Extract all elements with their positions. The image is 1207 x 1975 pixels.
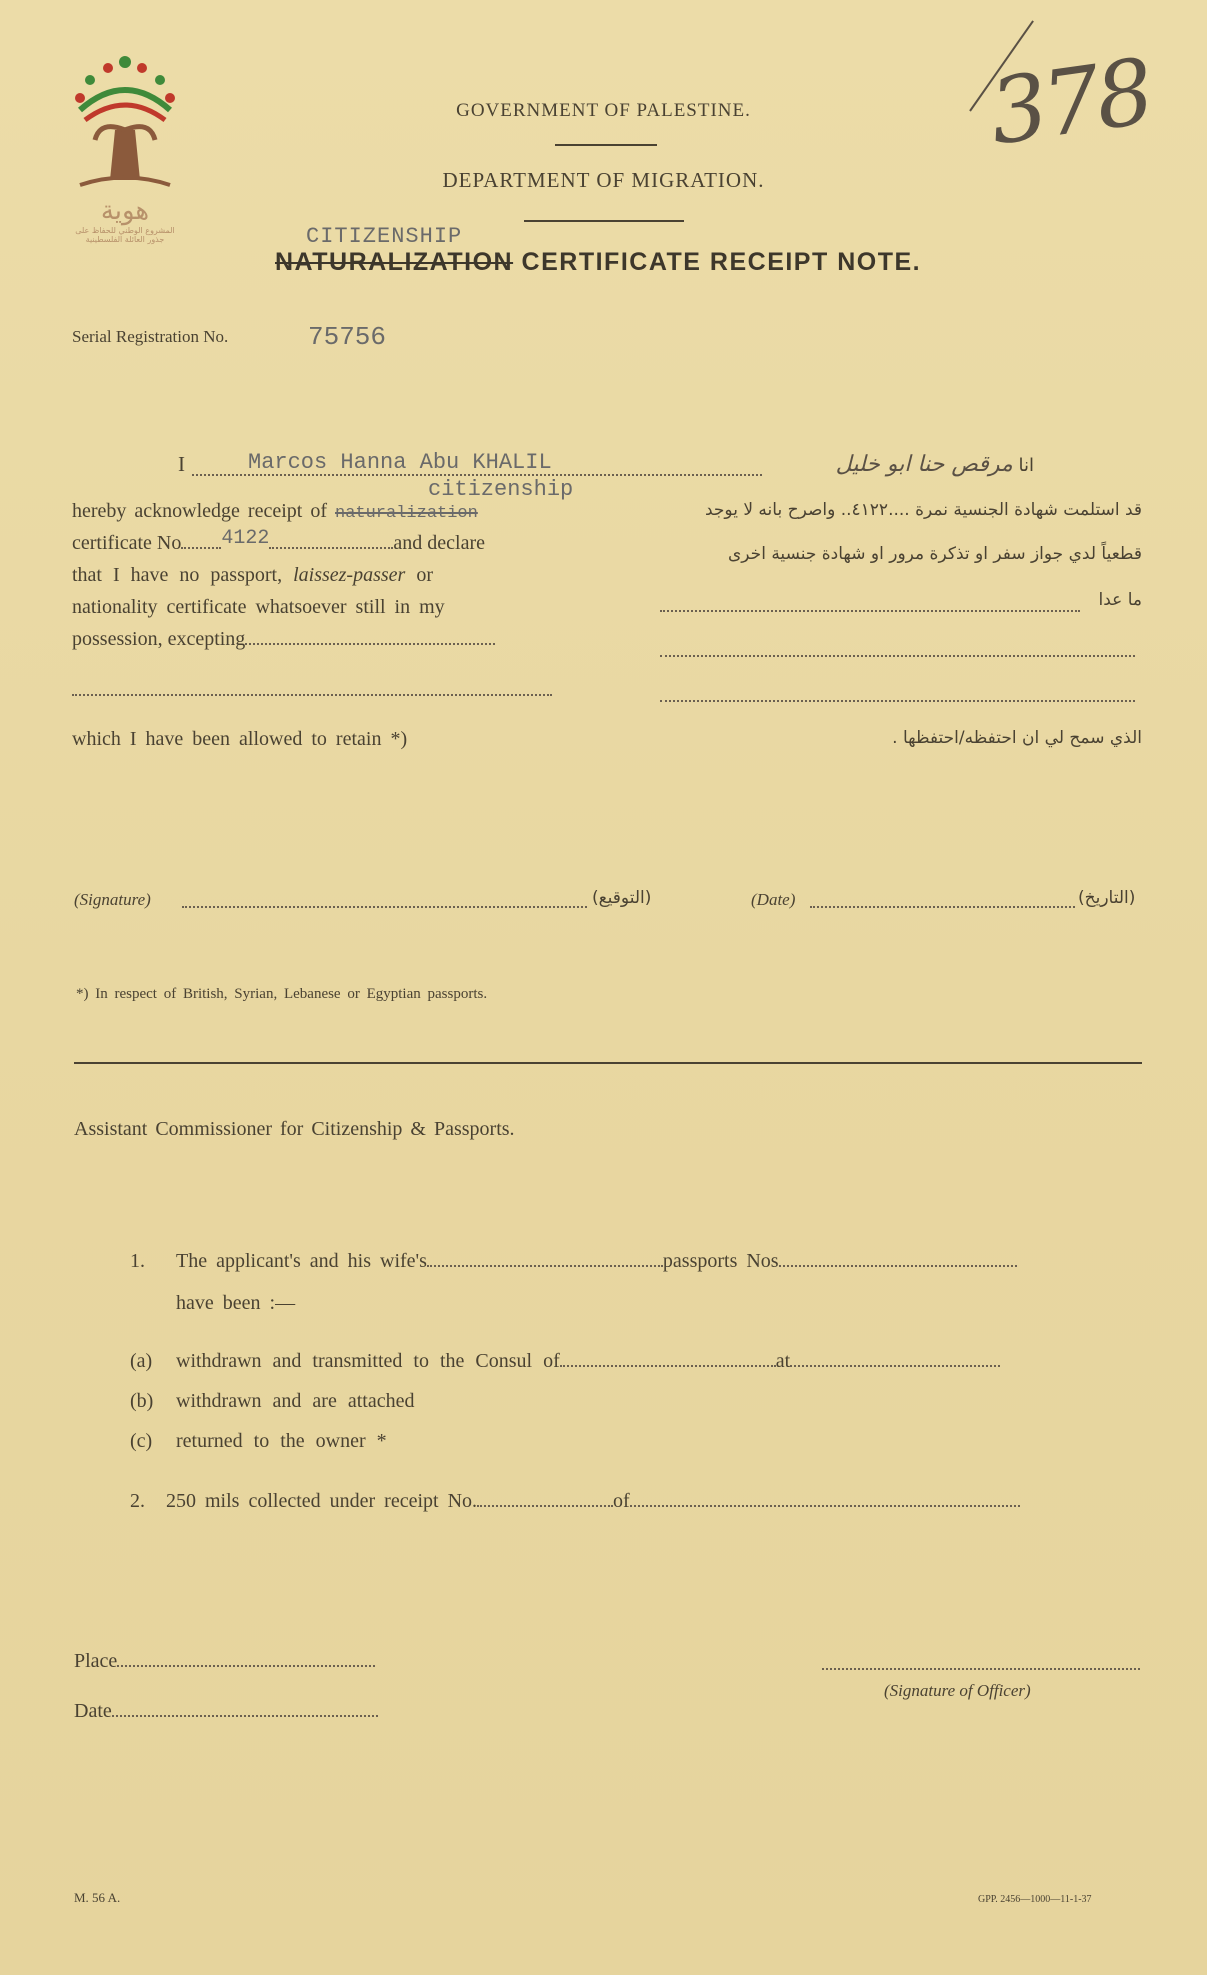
typed-citizenship-correction: CITIZENSHIP — [306, 224, 463, 249]
arabic-dotline-2 — [660, 655, 1135, 657]
officer-signature-label: (Signature of Officer) — [884, 1681, 1031, 1700]
logo — [60, 50, 190, 270]
arabic-i-prefix: انا — [1018, 455, 1034, 476]
item-1-number: 1. — [130, 1250, 145, 1272]
section-divider — [74, 1062, 1142, 1064]
serial-label: Serial Registration No. — [72, 327, 229, 346]
date-field-label — [74, 1700, 378, 1723]
signature-label: (Signature) — [74, 890, 151, 909]
government-heading: GOVERNMENT OF PALESTINE. — [456, 100, 751, 121]
header-rule-1 — [555, 144, 657, 146]
place-text: Place — [74, 1650, 118, 1672]
commissioner-heading: Assistant Commissioner for Citizenship & Passports. — [74, 1118, 515, 1140]
form-title — [275, 248, 921, 277]
and-declare-text: and declare — [393, 532, 485, 554]
place-label — [74, 1650, 375, 1673]
english-line-5 — [72, 628, 495, 651]
handwritten-number: 378 — [983, 39, 1157, 166]
footnote: *) In respect of British, Syrian, Lebanese or Egyptian passports. — [76, 986, 488, 1002]
arabic-dotline-1 — [660, 610, 1080, 612]
i-prefix: I — [178, 452, 185, 476]
logo-tagline-2: جذور العائلة الفلسطينية — [85, 235, 165, 244]
item-1-text — [176, 1250, 1017, 1273]
arabic-dotline-3 — [660, 700, 1135, 702]
typed-citizenship: citizenship — [428, 477, 574, 502]
title-rest: CERTIFICATE RECEIPT NOTE. — [521, 248, 922, 276]
print-reference: GPP. 2456—1000—11-1-37 — [978, 1894, 1092, 1905]
title-struck-word: NATURALIZATION — [275, 248, 514, 276]
excepting-text: possession, excepting — [72, 628, 246, 650]
date-label-arabic: (التاريخ) — [1078, 888, 1136, 908]
item-1-continuation: have been :— — [176, 1292, 296, 1314]
arabic-line-4: ما عدا — [1098, 590, 1142, 610]
struck-naturalization: naturalization — [335, 504, 478, 523]
serial-value: 75756 — [308, 322, 387, 352]
signature-label-arabic: (التوقيع) — [592, 888, 652, 908]
arabic-line-2: قد استلمت شهادة الجنسية نمرة ....٤١٢٢.. واصرح بانه لا يوجد — [704, 500, 1142, 520]
english-line-2 — [72, 527, 485, 556]
certificate-number: 4122 — [221, 527, 270, 550]
applicant-name: Marcos Hanna Abu KHALIL — [248, 450, 552, 475]
date-text: Date — [74, 1700, 112, 1722]
option-b-text: withdrawn and are attached — [176, 1390, 415, 1412]
retain-text: which I have been allowed to retain *) — [72, 728, 408, 750]
passports-nos-text: passports Nos — [662, 1250, 779, 1272]
english-line-4: nationality certificate whatsoever still in my — [72, 596, 445, 618]
logo-brand: هوية — [100, 196, 150, 226]
form-number: M. 56 A. — [74, 1890, 121, 1905]
item-2-number: 2. — [130, 1490, 145, 1512]
passport-text: that I have no passport, — [72, 564, 283, 586]
english-line-1 — [72, 500, 478, 523]
arabic-line-1 — [836, 452, 1034, 477]
laissez-passer-text: laissez-passer — [293, 564, 406, 586]
applicant-wife-text: The applicant's and his wife's — [176, 1250, 427, 1272]
header-rule-2 — [524, 220, 684, 222]
officer-signature-dotline — [822, 1668, 1140, 1670]
date-dotline — [810, 906, 1075, 908]
acknowledge-text: hereby acknowledge receipt of — [72, 500, 327, 522]
option-c-text: returned to the owner * — [176, 1430, 387, 1452]
arabic-applicant-name: مرقص حنا ابو خليل — [835, 452, 1013, 477]
or-text: or — [416, 564, 433, 586]
certificate-no-label: certificate No — [72, 532, 182, 554]
option-c-label: (c) — [130, 1430, 153, 1452]
item-2-text — [166, 1490, 1020, 1513]
option-b-label: (b) — [130, 1390, 154, 1412]
date-label: (Date) — [751, 890, 796, 909]
english-line-3 — [72, 564, 433, 587]
consul-text: withdrawn and transmitted to the Consul of — [176, 1350, 560, 1372]
excepting-dotline — [72, 694, 552, 696]
arabic-retain: الذي سمح لي ان احتفظه/احتفظها . — [892, 728, 1142, 748]
arabic-line-3: قطعياً لدي جواز سفر او تذكرة مرور او شهادة جنسية اخرى — [728, 544, 1142, 564]
signature-dotline — [182, 906, 587, 908]
logo-tagline-1: المشروع الوطني للحفاظ على — [75, 226, 175, 235]
option-a-label: (a) — [130, 1350, 153, 1372]
mils-text: 250 mils collected under receipt No. — [166, 1490, 478, 1512]
at-text: at — [775, 1350, 791, 1372]
department-heading: DEPARTMENT OF MIGRATION. — [442, 168, 765, 192]
of-text: of — [613, 1490, 630, 1512]
option-a-text — [176, 1350, 1000, 1373]
